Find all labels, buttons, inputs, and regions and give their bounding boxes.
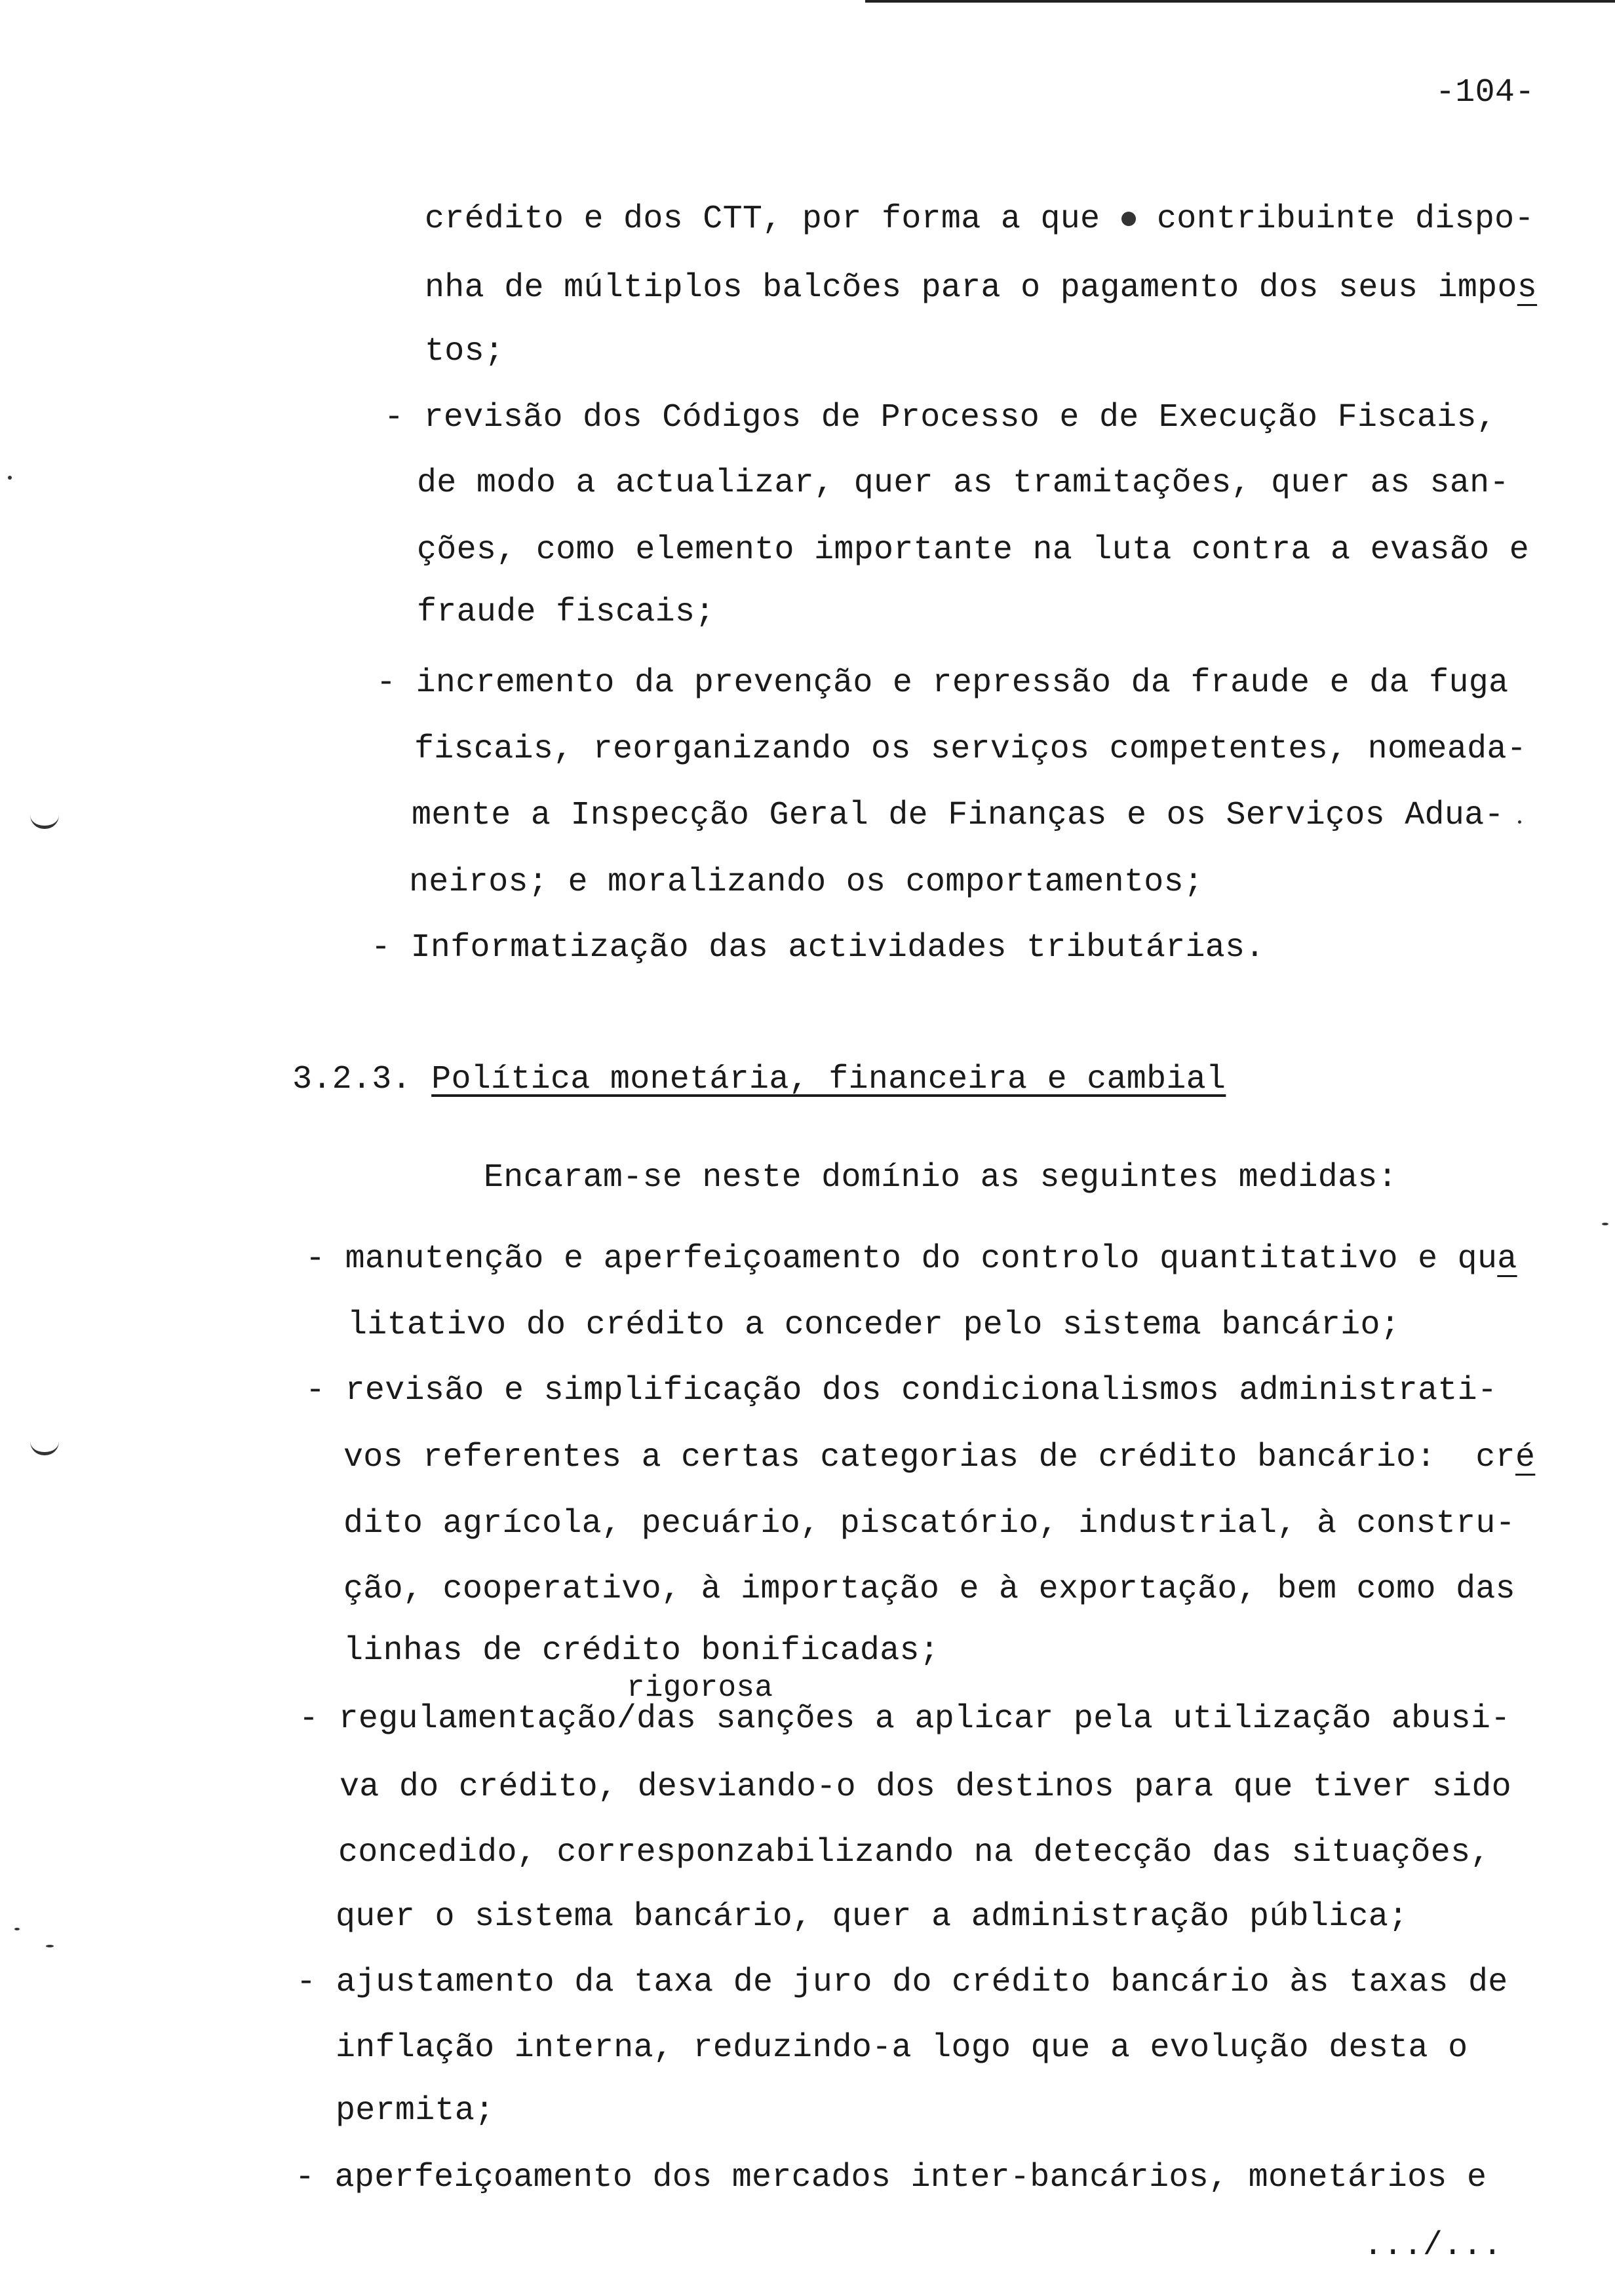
text-span: contribuinte dispo- [1137, 201, 1534, 238]
list-item: - revisão e simplificação dos condicionalismos administrati- [305, 1372, 1498, 1409]
binder-hole-mark [30, 815, 59, 829]
text-line: litativo do crédito a conceder pelo sistema bancário; [347, 1307, 1401, 1344]
text-line: concedido, corresponzabilizando na detecção das situações, [338, 1834, 1490, 1871]
underlined-char: é [1515, 1439, 1536, 1476]
text-span: - manutenção e aperfeiçoamento do controlo quantitativo e qu [305, 1240, 1498, 1278]
intro-line: Encaram-se neste domínio as seguintes medidas: [484, 1159, 1398, 1196]
binder-hole-mark [30, 1442, 59, 1455]
page-number: -104- [1435, 74, 1535, 111]
text-span: vos referentes a certas categorias de crédito bancário: cr [343, 1439, 1515, 1476]
text-line: inflação interna, reduzindo-a logo que a evolução desta o [336, 2029, 1468, 2067]
handwritten-insertion: rigorosa [627, 1671, 773, 1705]
section-number: 3.2.3. [292, 1061, 432, 1098]
text-line: fraude fiscais; [417, 594, 715, 631]
list-item [305, 1240, 1517, 1279]
text-line: mente a Inspecção Geral de Finanças e os Serviços Adua- [412, 797, 1504, 834]
speck-mark [14, 1928, 20, 1930]
list-item: - Informatização das actividades tributárias. [371, 929, 1265, 966]
text-line: linhas de crédito bonificadas; [343, 1632, 940, 1670]
speck-mark [46, 1945, 54, 1947]
text-line [425, 200, 1534, 239]
text-span: crédito e dos CTT, por forma a que [425, 201, 1120, 238]
list-item: - aperfeiçoamento dos mercados inter-bancários, monetários e [295, 2159, 1487, 2196]
text-line: tos; [425, 333, 505, 370]
underlined-char: a [1497, 1240, 1517, 1278]
list-item: - revisão dos Códigos de Processo e de Execução Fiscais, [384, 399, 1497, 436]
text-line: permita; [336, 2092, 495, 2130]
speck-mark [8, 476, 12, 480]
speck-mark [1518, 820, 1521, 824]
text-line: dito agrícola, pecuário, piscatório, industrial, à constru- [343, 1505, 1515, 1542]
text-line [425, 269, 1537, 308]
list-item: - regulamentação/das sanções a aplicar pela utilização abusi- [299, 1700, 1511, 1738]
speck-mark [1602, 1223, 1608, 1225]
text-line [343, 1438, 1535, 1478]
top-border-line [865, 0, 1615, 3]
text-line: neiros; e moralizando os comportamentos; [409, 864, 1204, 901]
text-span: nha de múltiplos balcões para o pagamento dos seus impo [425, 269, 1517, 307]
underlined-char: s [1517, 269, 1538, 307]
section-heading [292, 1060, 1226, 1100]
text-line: ções, como elemento importante na luta contra a evasão e [417, 531, 1530, 569]
text-line: va do crédito, desviando-o dos destinos para que tiver sido [340, 1769, 1511, 1806]
ink-dot-mark [1121, 212, 1136, 226]
section-title: Política monetária, financeira e cambial [431, 1061, 1226, 1098]
text-line: ção, cooperativo, à importação e à exportação, bem como das [343, 1571, 1515, 1608]
list-item: - incremento da prevenção e repressão da fraude e da fuga [376, 664, 1509, 702]
text-line: quer o sistema bancário, quer a administração pública; [336, 1898, 1409, 1936]
text-line: fiscais, reorganizando os serviços competentes, nomeada- [414, 731, 1527, 768]
list-item: - ajustamento da taxa de juro do crédito bancário às taxas de [296, 1964, 1508, 2001]
continuation-marker: .../... [1363, 2227, 1503, 2265]
text-line: de modo a actualizar, quer as tramitações, quer as san- [417, 465, 1509, 502]
